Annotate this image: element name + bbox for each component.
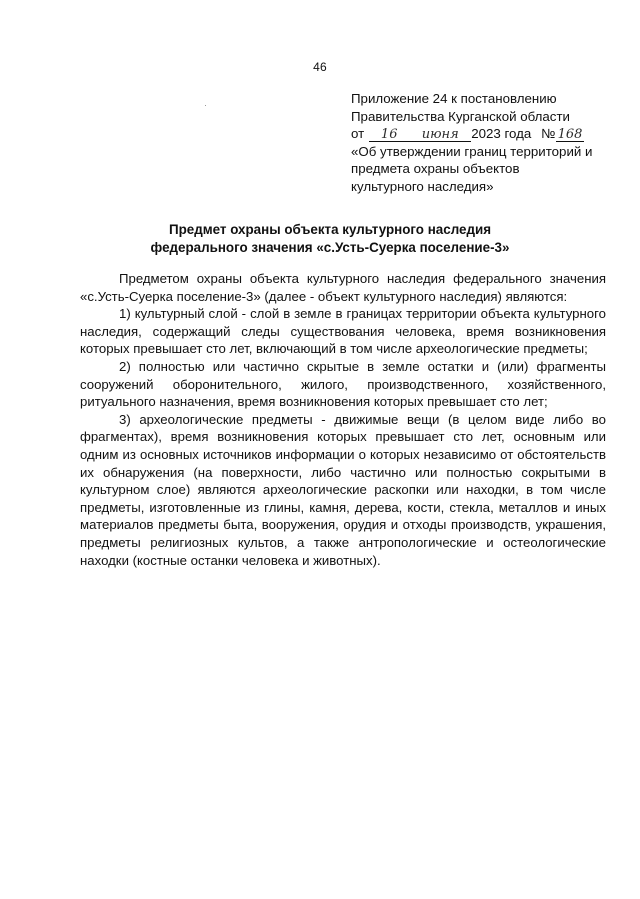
appendix-line-1: Приложение 24 к постановлению	[351, 91, 557, 106]
date-year: 2023 года	[471, 126, 532, 142]
item-3-paragraph: 3) археологические предметы - движимые вещи (в целом виде либо во фрагментах), время возникновения которых превышает сто лет, основным или одним из основных источников информации о которых независимо от обстоятельств их обнаружения (на поверхности, либо частично или полностью сокрытыми в культурном слое) являются археологические раскопки или находки, в том числе предметы, изготовленные из глины, камня, дерева, кости, стекла, металлов и иных материалов предметы быта, вооружения, орудия и отходы производств, украшения, предметы религиозных культов, а также антропологические и остеологические находки (костные останки человека и животных).	[80, 411, 606, 568]
appendix-subject-line-2: предмета охраны объектов	[351, 161, 520, 177]
handwritten-month: июня	[409, 128, 471, 142]
handwritten-day: 16	[369, 128, 409, 142]
scan-speck	[205, 105, 206, 106]
document-body	[80, 270, 606, 569]
appendix-date-line	[351, 125, 621, 143]
item-2-paragraph: 2) полностью или частично скрытые в земле остатки и (или) фрагменты сооружений оборонительного, жилого, производственного, хозяйственного, ритуального назначения, время возникновения которых превышает сто лет;	[80, 358, 606, 410]
document-title	[60, 221, 600, 256]
page-number: 46	[313, 60, 327, 74]
number-sign: №	[541, 126, 556, 142]
appendix-header	[351, 90, 621, 196]
title-line-1: Предмет охраны объекта культурного наследия	[168, 222, 492, 237]
date-prefix: от	[351, 126, 365, 142]
title-line-2: федерального значения «с.Усть-Суерка поселение-3»	[150, 239, 510, 255]
appendix-subject-line-3: культурного наследия»	[351, 178, 494, 194]
intro-paragraph: Предметом охраны объекта культурного наследия федерального значения «с.Усть-Суерка поселение-3» (далее - объект культурного наследия) являются:	[80, 271, 606, 304]
appendix-line-2: Правительства Курганской области	[351, 108, 570, 124]
handwritten-number: 168	[557, 127, 583, 143]
item-1-paragraph: 1) культурный слой - слой в земле в границах территории объекта культурного наследия, содержащий следы существования человека, время возникновения которых превышает сто лет, включающий в том числе археологические предметы;	[80, 306, 606, 357]
appendix-subject-line-1: «Об утверждении границ территорий и	[351, 143, 593, 159]
